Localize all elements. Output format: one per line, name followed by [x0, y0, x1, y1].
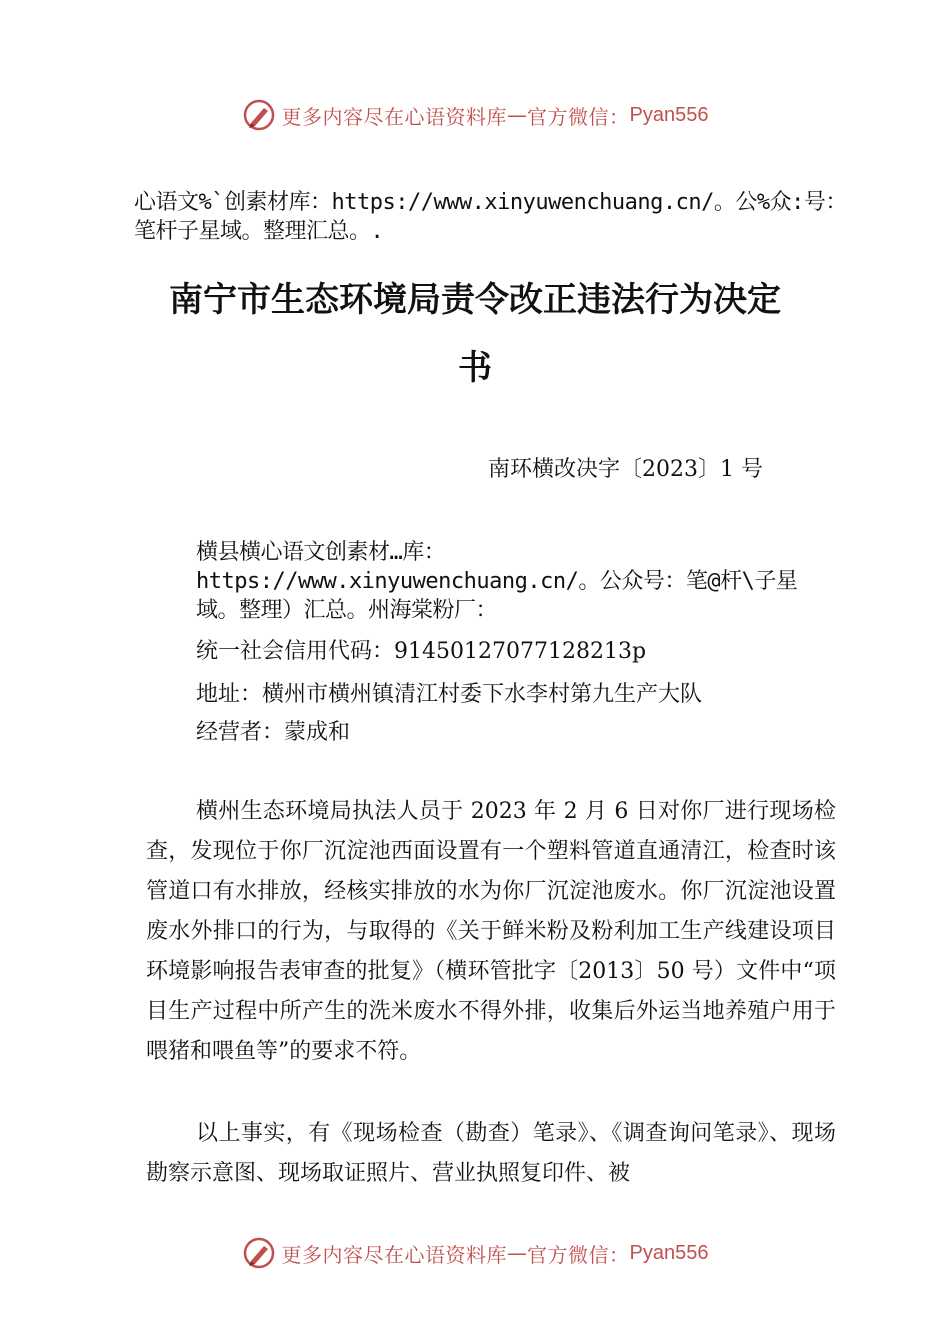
document-number: 南环横改决字〔2023〕1 号: [488, 457, 763, 482]
watermark-separator: —: [507, 103, 528, 127]
watermark-wechat-label: 官方微信：: [527, 104, 630, 129]
source-note: 心语文%`创素材库：https://www.xinyuwenchuang.cn/。公%众:号：笔杆子星域。整理汇总。.: [134, 190, 847, 244]
body-paragraph-2: 以上事实，有《现场检查（勘查）笔录》、《调查询问笔录》、现场勘察示意图、现场取证照片、营业执照复印件、被: [146, 1121, 836, 1186]
watermark-footer: [0, 1236, 950, 1270]
party-name: 横县横心语文创素材…库：https://www.xinyuwenchuang.cn/。公众号：笔@杆\子星域。整理）汇总。州海棠粉厂：: [196, 540, 798, 623]
body-paragraph-1: 横州生态环境局执法人员于 2023 年 2 月 6 日对你厂进行现场检查，发现位于你厂沉淀池西面设置有一个塑料管道直通清江，检查时该管道口有水排放，经核实排放的水为你厂沉淀池废水。你厂沉淀池设置废水外排口的行为，与取得的《关于鲜米粉及粉利加工生产线建设项目环境影响报告表审查的批复》（横环管批字〔2013〕50 号）文件中“项目生产过程中所产生的洗米废水不得外排，收集后外运当地养殖户用于喂猪和喂鱼等”的要求不符。: [146, 799, 836, 1064]
party-operator: 经营者：蒙成和: [196, 720, 351, 745]
document-title-line2: 书: [458, 348, 492, 388]
watermark-wechat-label: 官方微信：: [527, 1242, 630, 1267]
watermark-separator: —: [507, 1241, 528, 1265]
pen-logo-icon: [242, 98, 276, 132]
watermark-wechat-id: Pyan556: [629, 1241, 709, 1264]
party-credit-code: 统一社会信用代码：91450127077128213p: [196, 639, 647, 664]
watermark-text: 更多内容尽在心语资料库: [281, 1242, 508, 1267]
party-address: 地址：横州市横州镇清江村委下水李村第九生产大队: [196, 682, 703, 707]
document-title-line1: 南宁市生态环境局责令改正违法行为决定: [169, 280, 781, 320]
pen-logo-icon: [242, 1236, 276, 1270]
watermark-text: 更多内容尽在心语资料库: [281, 104, 508, 129]
watermark-header: [0, 98, 950, 132]
watermark-wechat-id: Pyan556: [629, 103, 709, 126]
